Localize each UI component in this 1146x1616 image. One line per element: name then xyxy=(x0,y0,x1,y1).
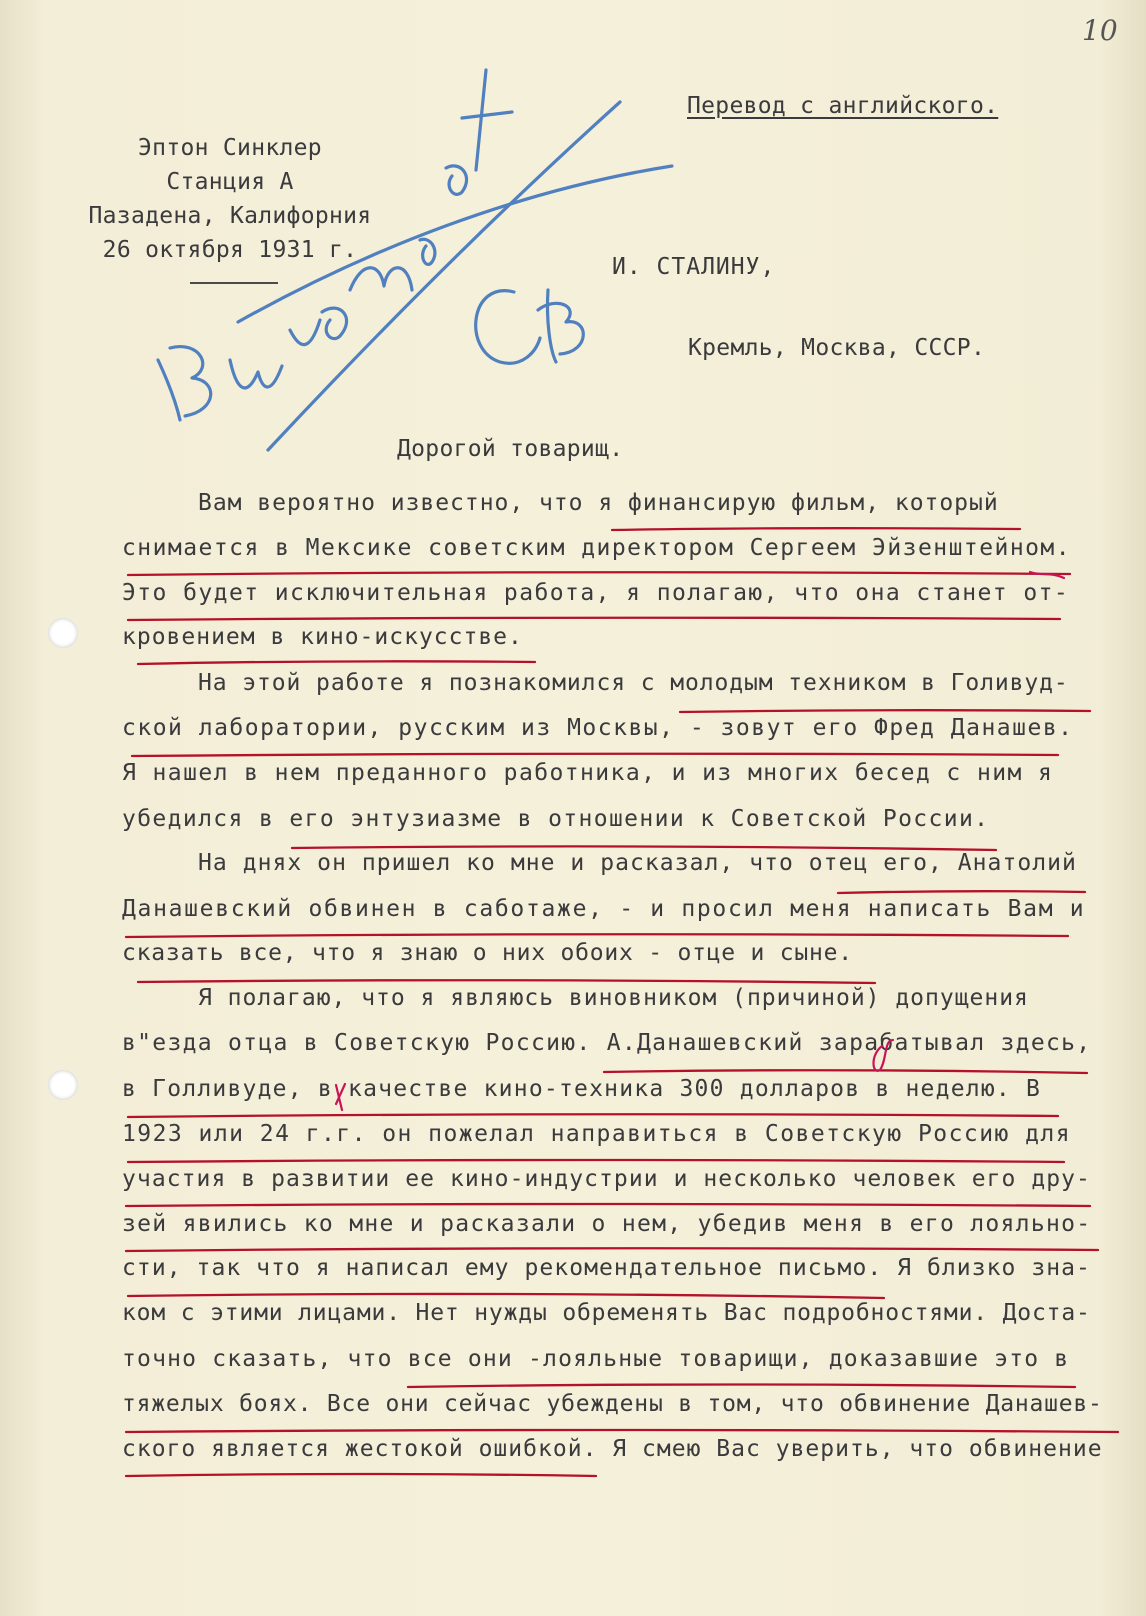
letter-date: 26 октября 1931 г. xyxy=(102,237,358,263)
body-line: сти, так что я написал ему рекомендательное письмо. Я близко зна- xyxy=(122,1255,1091,1281)
greeting: Дорогой товарищ. xyxy=(397,436,624,462)
translation-note: Перевод с английского. xyxy=(687,93,999,119)
page-number: 10 xyxy=(1082,14,1118,47)
body-line: Данашевский обвинен в саботаже, - и просил меня написать Вам и xyxy=(122,896,1086,922)
body-line: в Голливуде, в качестве кино-техника 300 долларов в неделю. В xyxy=(122,1076,1042,1102)
body-line: Я нашел в нем преданного работника, и из многих бесед с ним я xyxy=(122,760,1054,786)
body-line: в"езда отца в Советскую Россию. А.Данашевский зарабатывал здесь, xyxy=(122,1030,1092,1056)
body-line: снимается в Мексике советским директором Сергеем Эйзенштейном. xyxy=(122,535,1072,561)
body-line: На днях он пришел ко мне и расказал, что отец его, Анатолий xyxy=(198,850,1077,876)
sender-city: Пазадена, Калифорния xyxy=(88,203,372,229)
sender-station: Станция А xyxy=(166,169,294,195)
body-line: кровением в кино-искусстве. xyxy=(122,624,523,650)
body-line: Вам вероятно известно, что я финансирую фильм, который xyxy=(198,490,999,516)
body-line: тяжелых боях. Все они сейчас убеждены в том, что обвинение Данашев- xyxy=(122,1391,1103,1417)
recipient-address: Кремль, Москва, СССР. xyxy=(688,335,986,361)
body-line: Я полагаю, что я являюсь виновником (причиной) допущения xyxy=(198,985,1029,1011)
body-line: зей явились ко мне и расказали о нем, убедив меня в его лояльно- xyxy=(122,1211,1092,1237)
body-line: ской лаборатории, русским из Москвы, - зовут его Фред Данашев. xyxy=(122,715,1074,741)
body-line: Это будет исключительная работа, я полагаю, что она станет от- xyxy=(122,580,1070,606)
body-line: участия в развитии ее кино-индустрии и несколько человек его дру- xyxy=(122,1166,1091,1192)
body-line: ком с этими лицами. Нет нужды обременять Вас подробностями. Доста- xyxy=(122,1300,1091,1326)
body-line: точно сказать, что все они -лояльные товарищи, доказавшие это в xyxy=(122,1346,1070,1372)
body-line: 1923 или 24 г.г. он пожелал направиться в Советскую Россию для xyxy=(122,1121,1072,1147)
recipient-name: И. СТАЛИНУ, xyxy=(612,254,776,280)
body-line: На этой работе я познакомился с молодым техником в Голивуд- xyxy=(198,670,1069,696)
body-line: ского является жестокой ошибкой. Я смею Вас уверить, что обвинение xyxy=(122,1436,1103,1462)
body-line: убедился в его энтузиазме в отношении к Советской России. xyxy=(122,806,990,832)
body-line: сказать все, что я знаю о них обоих - отце и сыне. xyxy=(122,940,853,966)
sender-name: Эптон Синклер xyxy=(138,135,322,161)
